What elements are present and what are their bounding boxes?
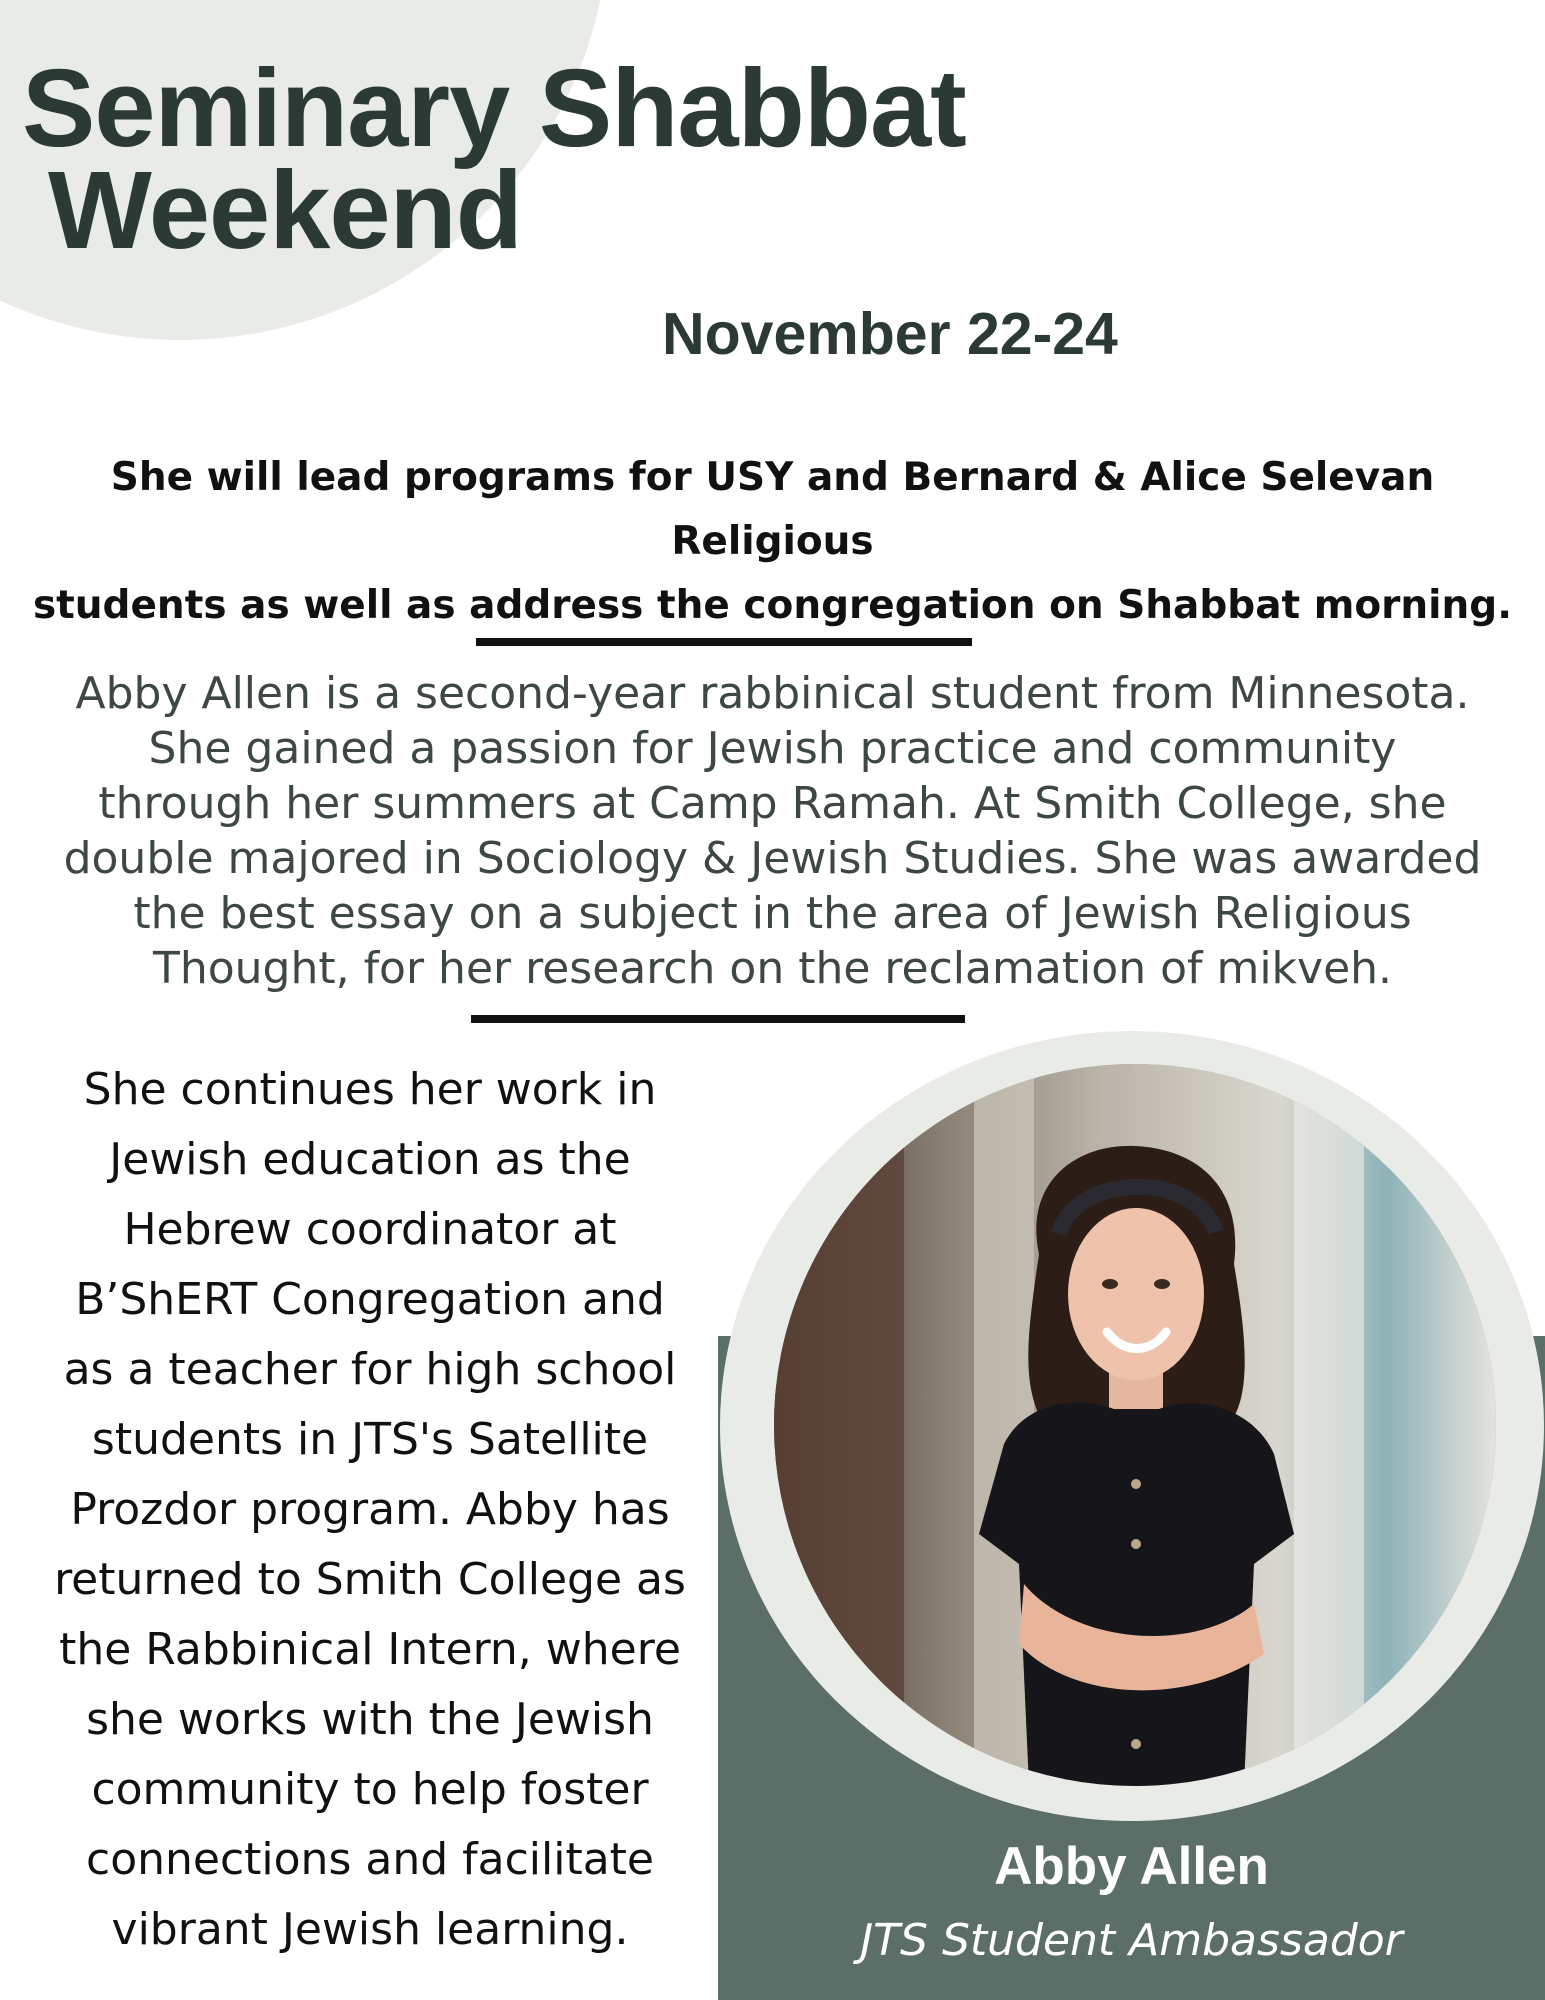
- continued-line: She continues her work in: [83, 1064, 657, 1115]
- bio-line: Abby Allen is a second-year rabbinical student from Minnesota.: [75, 668, 1470, 719]
- continued-line: as a teacher for high school: [63, 1344, 677, 1395]
- profile-role: JTS Student Ambassador: [860, 1915, 1403, 1966]
- continued-line: she works with the Jewish: [86, 1694, 654, 1745]
- lead-line-1: She will lead programs for USY and Bernard & Alice Selevan Religious: [110, 455, 1435, 564]
- divider-top: [476, 638, 972, 646]
- bio-line: She gained a passion for Jewish practice and community: [148, 723, 1397, 774]
- bio-line: Thought, for her research on the reclamation of mikveh.: [152, 943, 1393, 994]
- profile-name: Abby Allen: [994, 1837, 1269, 1896]
- title-line-2: Weekend: [48, 149, 522, 272]
- bio-line: the best essay on a subject in the area of Jewish Religious: [133, 888, 1412, 939]
- bio-line: double majored in Sociology & Jewish Studies. She was awarded: [63, 833, 1482, 884]
- continued-line: community to help foster: [91, 1764, 649, 1815]
- continued-line: Jewish education as the: [109, 1134, 631, 1185]
- bio-line: through her summers at Camp Ramah. At Smith College, she: [98, 778, 1447, 829]
- divider-bottom: [471, 1015, 965, 1023]
- lead-line-2: students as well as address the congregation on Shabbat morning.: [32, 583, 1513, 628]
- continued-line: the Rabbinical Intern, where: [59, 1624, 681, 1675]
- continued-line: connections and facilitate: [86, 1834, 654, 1885]
- title-line-1: Seminary Shabbat: [22, 47, 966, 170]
- profile-photo: [774, 1064, 1496, 1786]
- continued-line: Hebrew coordinator at: [123, 1204, 617, 1255]
- continued-line: returned to Smith College as: [54, 1554, 686, 1605]
- continued-line: vibrant Jewish learning.: [111, 1904, 629, 1955]
- continued-line: Prozdor program. Abby has: [70, 1484, 670, 1535]
- continued-line: B’ShERT Congregation and: [75, 1274, 665, 1325]
- lead-paragraph: [20, 446, 1525, 638]
- continued-line: students in JTS's Satellite: [91, 1414, 649, 1465]
- event-date: November 22-24: [662, 301, 1118, 367]
- bio-paragraph: [0, 666, 1545, 996]
- page-title: [22, 47, 966, 272]
- continued-paragraph: [20, 1055, 720, 1965]
